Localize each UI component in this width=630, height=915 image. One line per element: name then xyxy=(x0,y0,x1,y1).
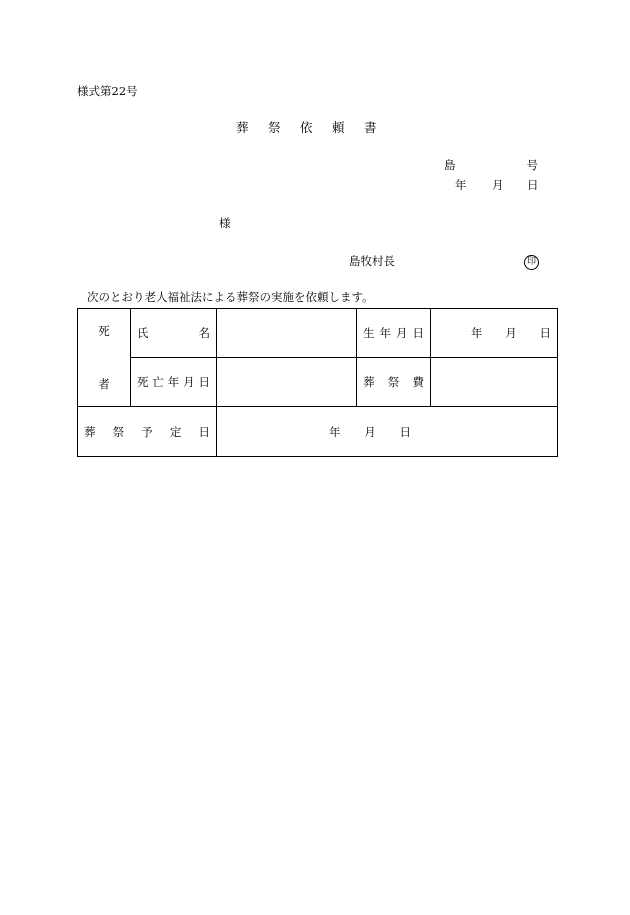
form-number: 様式第22号 xyxy=(77,84,138,98)
label-char: 月 xyxy=(183,375,195,389)
death-date-value[interactable] xyxy=(217,358,357,407)
title-char: 祭 xyxy=(268,120,281,135)
date-month: 月 xyxy=(492,178,504,192)
value-char: 年 xyxy=(471,326,483,340)
label-char: 予 xyxy=(141,424,153,439)
label-char: 氏 xyxy=(137,326,149,340)
value-char: 日 xyxy=(539,326,551,340)
date-year: 年 xyxy=(455,178,467,192)
label-char: 祭 xyxy=(112,424,125,439)
title-char: 頼 xyxy=(332,120,345,135)
label-char: 葬 xyxy=(363,375,375,389)
title-char: 書 xyxy=(364,120,377,135)
label-char: 年 xyxy=(379,326,391,340)
planned-date-label xyxy=(78,407,217,457)
sender-name: 島牧村長 xyxy=(349,254,395,268)
title-char: 葬 xyxy=(236,120,249,135)
deceased-label-top: 死 xyxy=(98,324,110,338)
date-day: 日 xyxy=(527,178,539,192)
label-char: 生 xyxy=(363,326,375,340)
label-char: 葬 xyxy=(84,424,96,439)
value-char: 月 xyxy=(364,424,376,439)
death-date-label xyxy=(131,358,217,407)
seal-mark: 印 xyxy=(524,255,539,270)
addressee-honorific: 様 xyxy=(219,216,231,230)
birth-label xyxy=(357,309,431,358)
value-char: 月 xyxy=(505,326,517,340)
funeral-cost-label xyxy=(357,358,431,407)
label-char: 年 xyxy=(167,375,180,389)
name-value[interactable] xyxy=(217,309,357,358)
document-title xyxy=(236,122,396,135)
label-char: 名 xyxy=(198,326,210,340)
document-number xyxy=(444,160,538,172)
request-table xyxy=(77,308,558,457)
funeral-cost-value[interactable] xyxy=(431,358,558,407)
label-char: 日 xyxy=(198,424,210,439)
birth-value[interactable] xyxy=(431,309,558,358)
planned-date-value[interactable] xyxy=(217,407,558,457)
label-char: 月 xyxy=(396,326,408,340)
deceased-label-bottom: 者 xyxy=(98,377,110,391)
label-char: 祭 xyxy=(387,375,400,389)
value-char: 年 xyxy=(329,424,341,439)
label-char: 亡 xyxy=(152,375,164,389)
value-char: 日 xyxy=(399,424,411,439)
name-label xyxy=(131,309,217,358)
document-number-prefix: 島 xyxy=(444,158,456,172)
document-number-suffix: 号 xyxy=(526,158,538,172)
lead-text: 次のとおり老人福祉法による葬祭の実施を依頼します。 xyxy=(87,290,374,304)
label-char: 日 xyxy=(412,326,424,340)
label-char: 費 xyxy=(412,375,424,389)
label-char: 死 xyxy=(137,375,149,389)
deceased-label xyxy=(78,309,131,407)
label-char: 日 xyxy=(198,375,210,389)
label-char: 定 xyxy=(169,424,182,439)
title-char: 依 xyxy=(300,120,313,135)
